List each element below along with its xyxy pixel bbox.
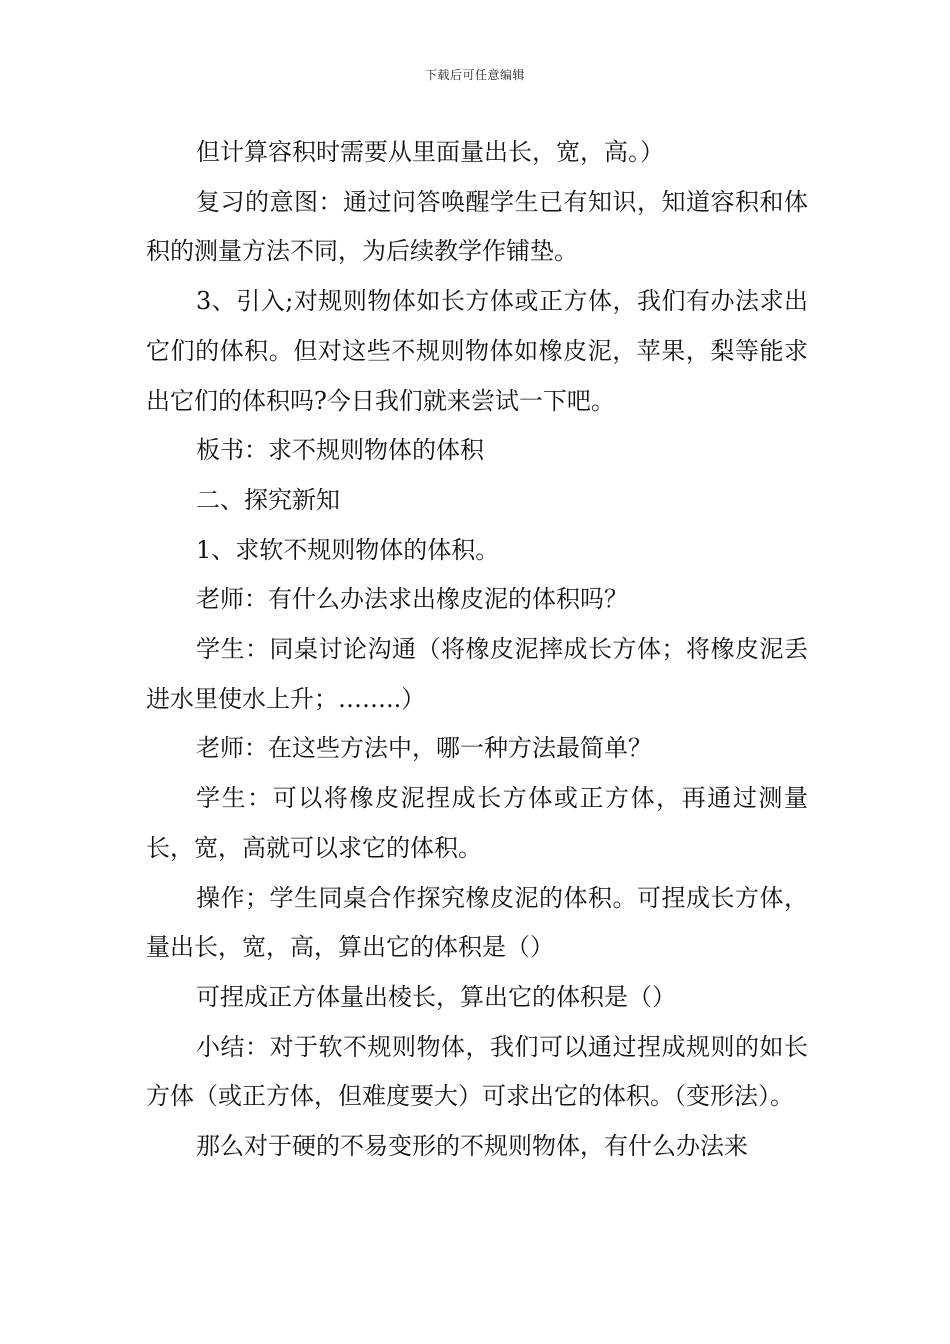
- paragraph: 小结：对于软不规则物体，我们可以通过捏成规则的如长方体（或正方体，但难度要大）可求出它的体积。（变形法）。: [146, 1032, 808, 1111]
- paragraph: 操作；学生同桌合作探究橡皮泥的体积。可捏成长方体，量出长，宽，高，算出它的体积是（）: [146, 883, 808, 962]
- paragraph: 可捏成正方体量出棱长，算出它的体积是（）: [196, 982, 676, 1011]
- paragraph: 学生：同桌讨论沟通（将橡皮泥摔成长方体；将橡皮泥丢进水里使水上升；……..）: [146, 635, 808, 713]
- paragraph: 那么对于硬的不易变形的不规则物体，有什么办法来: [196, 1132, 748, 1161]
- paragraph: 复习的意图：通过问答唤醒学生已有知识，知道容积和体积的测量方法不同，为后续教学作铺垫。: [146, 187, 808, 266]
- section-heading: 二、探究新知: [196, 485, 340, 514]
- paragraph: 老师：有什么办法求出橡皮泥的体积吗？: [196, 585, 628, 614]
- page-header: 下载后可任意编辑: [424, 68, 525, 82]
- paragraph: 学生：可以将橡皮泥捏成长方体或正方体，再通过测量长，宽，高就可以求它的体积。: [146, 784, 808, 862]
- paragraph: 但计算容积时需要从里面量出长，宽，高。）: [196, 138, 664, 166]
- paragraph: 老师：在这些方法中，哪一种方法最简单？: [196, 734, 652, 763]
- paragraph: 板书：求不规则物体的体积: [196, 436, 484, 465]
- document-body: [146, 128, 808, 1172]
- subsection-heading: 1、求软不规则物体的体积。: [196, 535, 500, 564]
- paragraph: 3、引入;对规则物体如长方体或正方体，我们有办法求出它们的体积。但对这些不规则物体如橡皮泥，苹果，梨等能求出它们的体积吗?今日我们就来尝试一下吧。: [146, 287, 808, 415]
